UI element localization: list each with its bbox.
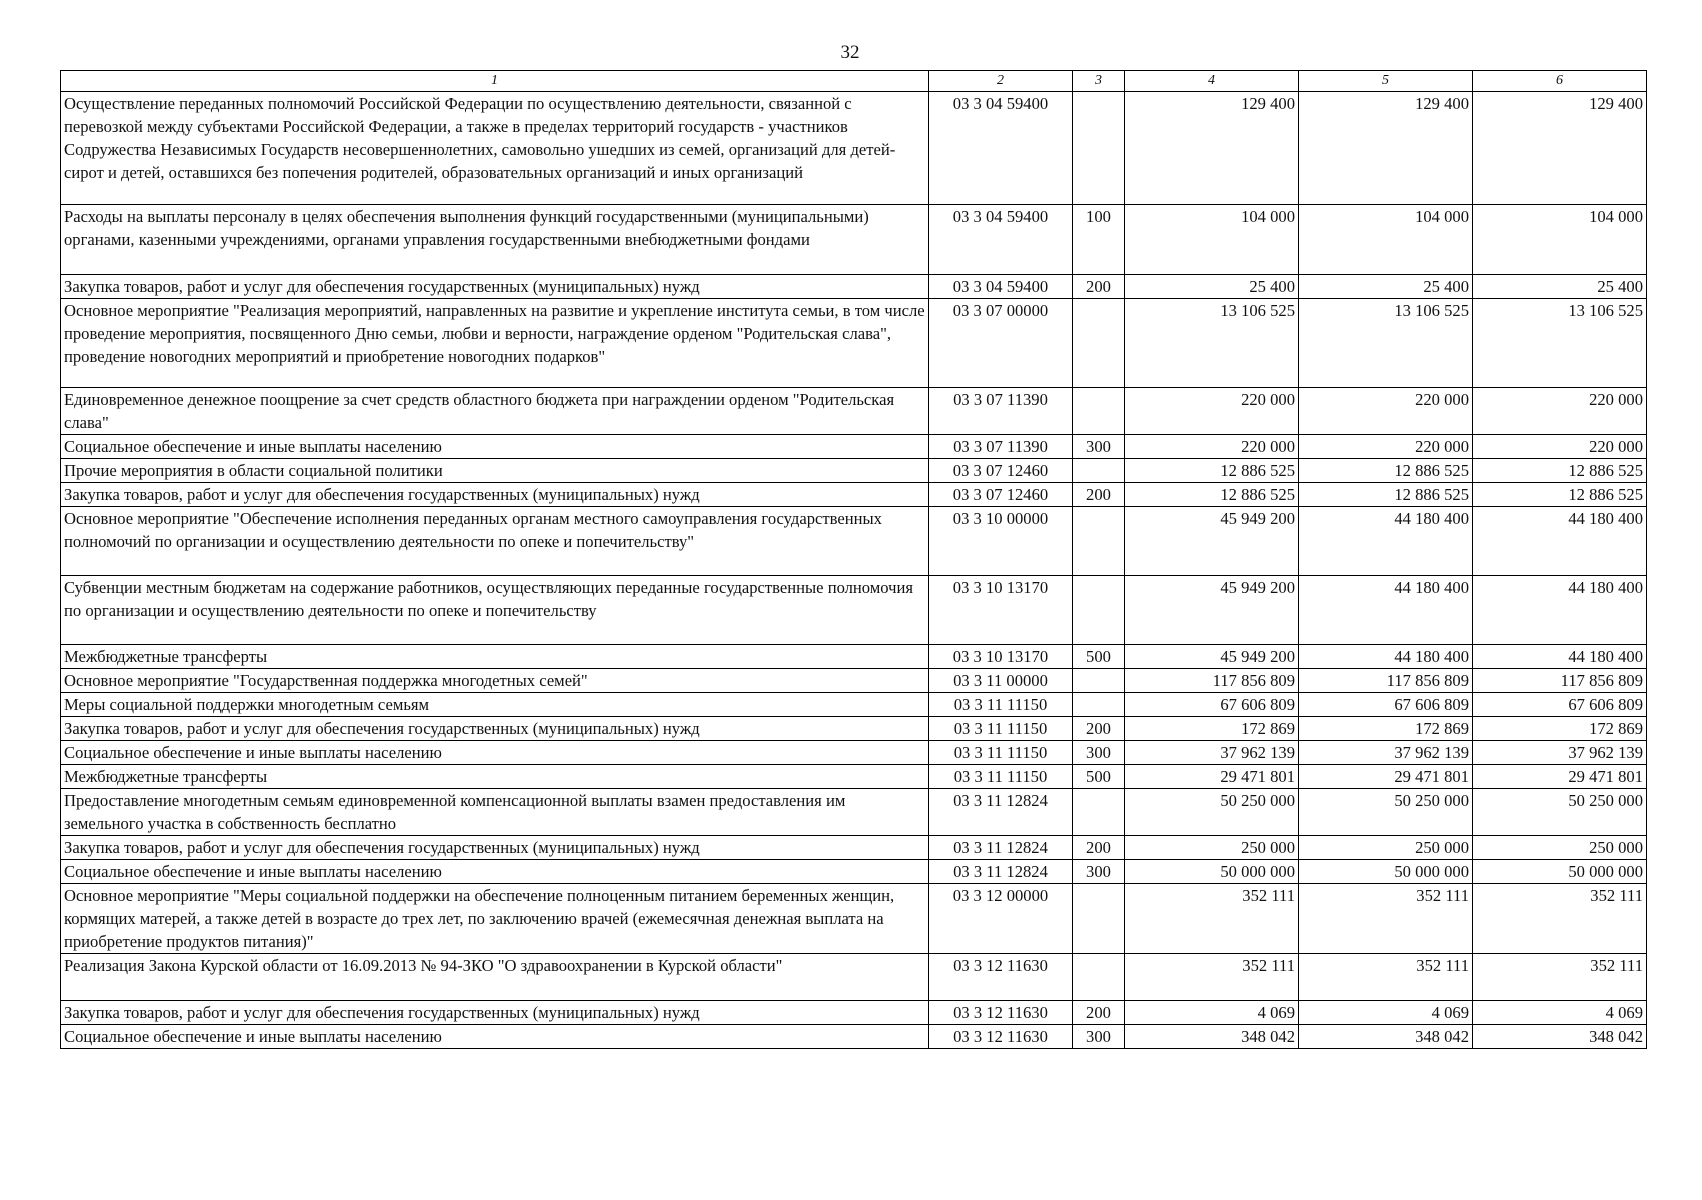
row-expense-type [1073, 693, 1125, 717]
row-value-col6: 44 180 400 [1473, 576, 1647, 645]
row-name: Закупка товаров, работ и услуг для обеспечения государственных (муниципальных) нужд [61, 275, 929, 299]
row-name: Реализация Закона Курской области от 16.09.2013 № 94-ЗКО "О здравоохранении в Курской области" [61, 954, 929, 1001]
row-code: 03 3 11 12824 [929, 860, 1073, 884]
table-row [61, 741, 1647, 765]
row-name: Основное мероприятие "Меры социальной поддержки на обеспечение полноценным питанием беременных женщин, кормящих матерей, а также детей в возрасте до трех лет, по заключению врачей (ежемесячная денежная выплата на приобретение продуктов питания)" [61, 884, 929, 954]
row-code: 03 3 11 11150 [929, 717, 1073, 741]
row-code: 03 3 12 11630 [929, 954, 1073, 1001]
row-name: Межбюджетные трансферты [61, 765, 929, 789]
table-row [61, 693, 1647, 717]
row-value-col6: 29 471 801 [1473, 765, 1647, 789]
row-value-col6: 117 856 809 [1473, 669, 1647, 693]
row-code: 03 3 07 11390 [929, 388, 1073, 435]
row-value-col4: 220 000 [1125, 388, 1299, 435]
row-code: 03 3 07 12460 [929, 483, 1073, 507]
row-code: 03 3 04 59400 [929, 205, 1073, 275]
row-value-col5: 348 042 [1299, 1025, 1473, 1049]
table-row [61, 92, 1647, 205]
row-name: Основное мероприятие "Государственная поддержка многодетных семей" [61, 669, 929, 693]
row-value-col5: 117 856 809 [1299, 669, 1473, 693]
row-code: 03 3 12 11630 [929, 1001, 1073, 1025]
row-value-col5: 44 180 400 [1299, 507, 1473, 576]
row-expense-type [1073, 92, 1125, 205]
row-expense-type [1073, 299, 1125, 388]
row-code: 03 3 11 12824 [929, 789, 1073, 836]
table-row [61, 275, 1647, 299]
row-value-col5: 67 606 809 [1299, 693, 1473, 717]
row-value-col6: 44 180 400 [1473, 507, 1647, 576]
row-expense-type: 300 [1073, 435, 1125, 459]
row-expense-type [1073, 576, 1125, 645]
row-name: Меры социальной поддержки многодетным семьям [61, 693, 929, 717]
column-number: 1 [61, 71, 929, 92]
row-code: 03 3 07 12460 [929, 459, 1073, 483]
row-name: Единовременное денежное поощрение за счет средств областного бюджета при награждении орденом "Родительская слава" [61, 388, 929, 435]
column-number-row [61, 71, 1647, 92]
row-value-col4: 45 949 200 [1125, 507, 1299, 576]
row-expense-type: 100 [1073, 205, 1125, 275]
row-expense-type [1073, 388, 1125, 435]
table-row [61, 836, 1647, 860]
row-name: Социальное обеспечение и иные выплаты населению [61, 435, 929, 459]
row-value-col5: 220 000 [1299, 388, 1473, 435]
row-value-col5: 104 000 [1299, 205, 1473, 275]
row-value-col5: 50 250 000 [1299, 789, 1473, 836]
row-value-col4: 13 106 525 [1125, 299, 1299, 388]
row-code: 03 3 12 00000 [929, 884, 1073, 954]
row-expense-type: 200 [1073, 483, 1125, 507]
row-expense-type [1073, 789, 1125, 836]
row-value-col6: 4 069 [1473, 1001, 1647, 1025]
table-row [61, 299, 1647, 388]
row-expense-type: 200 [1073, 836, 1125, 860]
row-value-col5: 37 962 139 [1299, 741, 1473, 765]
column-number: 4 [1125, 71, 1299, 92]
row-value-col4: 104 000 [1125, 205, 1299, 275]
row-expense-type [1073, 669, 1125, 693]
row-value-col4: 220 000 [1125, 435, 1299, 459]
row-code: 03 3 11 11150 [929, 693, 1073, 717]
row-expense-type: 200 [1073, 717, 1125, 741]
row-name: Социальное обеспечение и иные выплаты населению [61, 1025, 929, 1049]
column-number: 6 [1473, 71, 1647, 92]
table-row [61, 507, 1647, 576]
table-row [61, 954, 1647, 1001]
table-row [61, 645, 1647, 669]
row-value-col4: 29 471 801 [1125, 765, 1299, 789]
row-value-col4: 4 069 [1125, 1001, 1299, 1025]
table-row [61, 435, 1647, 459]
column-number: 3 [1073, 71, 1125, 92]
table-row [61, 388, 1647, 435]
row-code: 03 3 10 13170 [929, 645, 1073, 669]
row-name: Межбюджетные трансферты [61, 645, 929, 669]
row-value-col4: 45 949 200 [1125, 576, 1299, 645]
column-number: 2 [929, 71, 1073, 92]
table-row [61, 789, 1647, 836]
row-value-col5: 12 886 525 [1299, 459, 1473, 483]
table-body [61, 92, 1647, 1049]
row-value-col5: 352 111 [1299, 884, 1473, 954]
row-value-col5: 13 106 525 [1299, 299, 1473, 388]
column-number: 5 [1299, 71, 1473, 92]
row-name: Социальное обеспечение и иные выплаты населению [61, 860, 929, 884]
row-value-col6: 25 400 [1473, 275, 1647, 299]
row-name: Закупка товаров, работ и услуг для обеспечения государственных (муниципальных) нужд [61, 717, 929, 741]
row-value-col5: 129 400 [1299, 92, 1473, 205]
row-name: Предоставление многодетным семьям единовременной компенсационной выплаты взамен предоставления им земельного участка в собственность бесплатно [61, 789, 929, 836]
row-value-col5: 50 000 000 [1299, 860, 1473, 884]
row-value-col6: 12 886 525 [1473, 459, 1647, 483]
row-value-col5: 44 180 400 [1299, 576, 1473, 645]
table-row [61, 483, 1647, 507]
row-expense-type: 500 [1073, 765, 1125, 789]
row-expense-type [1073, 459, 1125, 483]
table-row [61, 1001, 1647, 1025]
table-row [61, 765, 1647, 789]
row-expense-type: 300 [1073, 1025, 1125, 1049]
row-code: 03 3 07 11390 [929, 435, 1073, 459]
table-row [61, 205, 1647, 275]
row-value-col6: 352 111 [1473, 954, 1647, 1001]
row-name: Осуществление переданных полномочий Российской Федерации по осуществлению деятельности, связанной с перевозкой между субъектами Российской Федерации, а также в пределах территорий государств - участников Содружества Независимых Государств несовершеннолетних, самовольно ушедших из семей, организаций для детей-сирот и детей, оставшихся без попечения родителей, образовательных организаций и иных организаций [61, 92, 929, 205]
budget-table [60, 70, 1647, 1049]
row-code: 03 3 10 00000 [929, 507, 1073, 576]
row-value-col4: 352 111 [1125, 954, 1299, 1001]
table-row [61, 884, 1647, 954]
row-name: Основное мероприятие "Реализация мероприятий, направленных на развитие и укрепление института семьи, в том числе проведение мероприятия, посвященного Дню семьи, любви и верности, награждение орденом "Родительская слава", проведение новогодних мероприятий и приобретение новогодних подарков" [61, 299, 929, 388]
row-code: 03 3 11 00000 [929, 669, 1073, 693]
row-value-col6: 250 000 [1473, 836, 1647, 860]
row-value-col4: 50 250 000 [1125, 789, 1299, 836]
row-expense-type [1073, 507, 1125, 576]
row-value-col4: 117 856 809 [1125, 669, 1299, 693]
table-row [61, 669, 1647, 693]
row-value-col6: 13 106 525 [1473, 299, 1647, 388]
row-value-col5: 220 000 [1299, 435, 1473, 459]
row-value-col4: 12 886 525 [1125, 483, 1299, 507]
row-code: 03 3 10 13170 [929, 576, 1073, 645]
row-code: 03 3 11 11150 [929, 765, 1073, 789]
row-name: Расходы на выплаты персоналу в целях обеспечения выполнения функций государственными (муниципальными) органами, казенными учреждениями, органами управления государственными внебюджетными фондами [61, 205, 929, 275]
row-value-col5: 29 471 801 [1299, 765, 1473, 789]
row-expense-type: 300 [1073, 860, 1125, 884]
row-value-col6: 50 000 000 [1473, 860, 1647, 884]
row-name: Основное мероприятие "Обеспечение исполнения переданных органам местного самоуправления государственных полномочий по организации и осуществлению деятельности по опеке и попечительству" [61, 507, 929, 576]
row-expense-type: 200 [1073, 275, 1125, 299]
row-expense-type [1073, 884, 1125, 954]
row-value-col6: 348 042 [1473, 1025, 1647, 1049]
page-number: 32 [840, 42, 860, 63]
row-value-col4: 25 400 [1125, 275, 1299, 299]
row-value-col4: 37 962 139 [1125, 741, 1299, 765]
row-value-col5: 352 111 [1299, 954, 1473, 1001]
row-name: Социальное обеспечение и иные выплаты населению [61, 741, 929, 765]
table-row [61, 1025, 1647, 1049]
row-value-col4: 352 111 [1125, 884, 1299, 954]
row-value-col6: 220 000 [1473, 435, 1647, 459]
row-code: 03 3 07 00000 [929, 299, 1073, 388]
row-value-col6: 129 400 [1473, 92, 1647, 205]
table-row [61, 459, 1647, 483]
row-value-col4: 50 000 000 [1125, 860, 1299, 884]
row-value-col5: 44 180 400 [1299, 645, 1473, 669]
table-row [61, 717, 1647, 741]
row-name: Закупка товаров, работ и услуг для обеспечения государственных (муниципальных) нужд [61, 836, 929, 860]
row-expense-type: 300 [1073, 741, 1125, 765]
row-expense-type: 500 [1073, 645, 1125, 669]
row-value-col6: 44 180 400 [1473, 645, 1647, 669]
row-value-col5: 12 886 525 [1299, 483, 1473, 507]
row-code: 03 3 04 59400 [929, 92, 1073, 205]
row-value-col4: 250 000 [1125, 836, 1299, 860]
row-name: Закупка товаров, работ и услуг для обеспечения государственных (муниципальных) нужд [61, 483, 929, 507]
row-value-col4: 348 042 [1125, 1025, 1299, 1049]
row-value-col5: 250 000 [1299, 836, 1473, 860]
row-code: 03 3 11 11150 [929, 741, 1073, 765]
row-value-col4: 45 949 200 [1125, 645, 1299, 669]
row-value-col4: 172 869 [1125, 717, 1299, 741]
row-name: Субвенции местным бюджетам на содержание работников, осуществляющих переданные государственные полномочия по организации и осуществлению деятельности по опеке и попечительству [61, 576, 929, 645]
table-row [61, 860, 1647, 884]
row-name: Прочие мероприятия в области социальной политики [61, 459, 929, 483]
row-expense-type [1073, 954, 1125, 1001]
row-value-col4: 129 400 [1125, 92, 1299, 205]
row-code: 03 3 12 11630 [929, 1025, 1073, 1049]
row-value-col6: 104 000 [1473, 205, 1647, 275]
row-code: 03 3 11 12824 [929, 836, 1073, 860]
row-value-col6: 220 000 [1473, 388, 1647, 435]
row-value-col6: 37 962 139 [1473, 741, 1647, 765]
row-value-col4: 12 886 525 [1125, 459, 1299, 483]
row-value-col5: 172 869 [1299, 717, 1473, 741]
row-value-col6: 352 111 [1473, 884, 1647, 954]
row-expense-type: 200 [1073, 1001, 1125, 1025]
row-name: Закупка товаров, работ и услуг для обеспечения государственных (муниципальных) нужд [61, 1001, 929, 1025]
row-value-col5: 25 400 [1299, 275, 1473, 299]
table-row [61, 576, 1647, 645]
row-value-col4: 67 606 809 [1125, 693, 1299, 717]
row-code: 03 3 04 59400 [929, 275, 1073, 299]
row-value-col6: 67 606 809 [1473, 693, 1647, 717]
row-value-col5: 4 069 [1299, 1001, 1473, 1025]
row-value-col6: 50 250 000 [1473, 789, 1647, 836]
row-value-col6: 172 869 [1473, 717, 1647, 741]
row-value-col6: 12 886 525 [1473, 483, 1647, 507]
